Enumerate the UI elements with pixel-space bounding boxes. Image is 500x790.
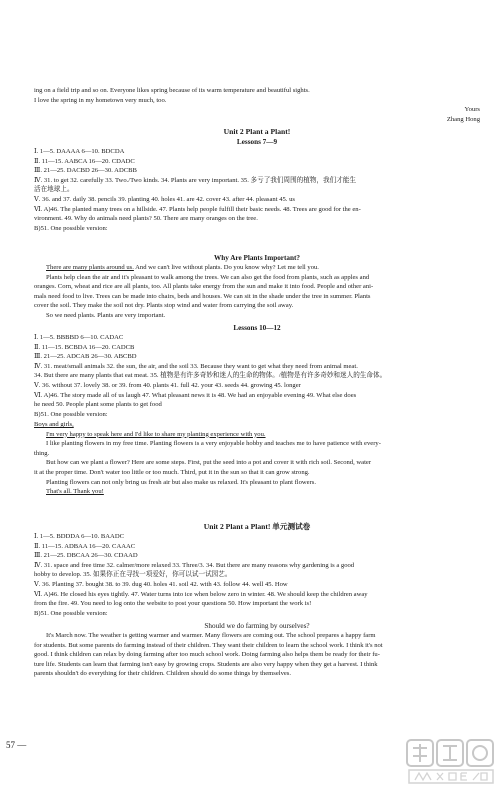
answer-line: from the fire. 49. You need to log onto the website to post your questions 50. How important the work is! <box>34 600 312 608</box>
text-line: Planting flowers can not only bring us fresh air but also make us relaxed. It's pleasant to plant flowers. <box>46 478 317 486</box>
answer-line: Ⅴ. 36. Planting 37. bought 38. to 39. dug 40. holes 41. soil 42. with 43. follow 44. well 45. How <box>34 580 288 588</box>
answers-lessons-7-9 <box>34 127 480 233</box>
answer-line: B)51. One possible version: <box>34 609 108 617</box>
text-line: thing. <box>34 449 50 457</box>
essay-title: Why Are Plants Important? <box>214 254 300 262</box>
closing-sentence: That's all. Thank you! <box>46 488 104 496</box>
answer-line: Ⅰ. 1—5. DAAAA 6—10. BDCDA <box>34 148 125 155</box>
signature-closing: Yours <box>464 106 480 114</box>
text-line: I love the spring in my hometown very much, too. <box>34 96 167 104</box>
answer-line: Ⅲ. 21—25. ADCAB 26—30. ABCBD <box>34 353 137 361</box>
text-line: for students. But some parents do farming instead of their children. They want their children to learn the school work. I think it's not <box>34 641 383 649</box>
text-line: good. I think children can relax by doing farming after too much school work. Doing farming also helps them be ready for their fu- <box>34 651 380 659</box>
answer-line: B)51. One possible version: <box>34 224 108 232</box>
answer-line: Ⅱ. 11—15. ADBAA 16—20. CAAAC <box>34 542 136 550</box>
watermark-logo <box>405 738 497 786</box>
text-line: I like planting flowers in my free time. Planting flowers is a very enjoyable hobby and teaches me to have patience with every- <box>46 440 381 448</box>
answer-line: Ⅴ. 36. without 37. lovely 38. or 39. from 40. plants 41. full 42. your 43. seeds 44. growing 45. longer <box>34 381 301 389</box>
answer-line: hobby to develop. 35. 如果你正在寻找一项爱好，你可以试一试园艺。 <box>34 571 232 579</box>
answer-line: Ⅳ. 31. space and free time 32. calmer/more relaxed 33. Three/3. 34. But there are many reasons why gardening is a good <box>34 561 355 569</box>
answer-line: Ⅱ. 11—15. BCBDA 16—20. CADCB <box>34 343 135 351</box>
answer-line: 34. But there are many plants that eat meat. 35. 植物是有许多奇妙和迷人的生命的物体。/植物是有许多奇妙和迷人的生命体。 <box>34 372 387 380</box>
essay-why-plants <box>34 253 480 321</box>
answers-unit-test <box>34 522 480 618</box>
signature-name: Zhang Hong <box>446 115 480 123</box>
unit-heading: Unit 2 Plant a Plant! <box>223 127 291 136</box>
text-line <box>34 420 480 430</box>
unit-heading: Unit 2 Plant a Plant! 单元测试卷 <box>203 522 311 531</box>
text-line <box>34 263 480 273</box>
text-span: And we can't live without plants. Do you know why? Let me tell you. <box>133 264 319 271</box>
answer-line: Ⅳ. 31. meat/small animals 32. the sun, the air, and the soil 33. Because they want to get what they need from animal meat. <box>34 362 358 370</box>
essay-title: Should we do farming by ourselves? <box>204 622 310 630</box>
text-line: ture life. Students can learn that farming isn't easy by growing crops. Students are also very happy when they get a harvest. I think <box>34 660 378 668</box>
answer-line: Ⅱ. 11—15. AABCA 16—20. CDADC <box>34 157 135 165</box>
answer-line: Ⅵ. A)46. He closed his eyes tightly. 47. Water turns into ice when below zero in winter. 48. We should keep the children away <box>34 590 368 598</box>
text-line: It's March now. The weather is getting warmer and warmer. Many flowers are coming out. The school prepares a happy farm <box>46 632 376 639</box>
answer-line: Ⅲ. 21—25. DBCAA 26—30. CDAAD <box>34 552 138 560</box>
underlined-sentence: There are many plants around us. <box>46 264 134 271</box>
text-line: parents shouldn't do everything for their children. Children should do some things by themselves. <box>34 670 292 678</box>
text-line: mals need food to live. Trees can be made into chairs, beds and houses. We can sit in the shade under the tree in summer. Plants <box>34 292 371 300</box>
answer-line: Ⅴ. 36. and 37. daily 38. pencils 39. planting 40. holes 41. are 42. cover 43. after 44. pleasant 45. us <box>34 195 295 203</box>
text-line: it at the proper time. Don't water too little or too much. Third, put it in the sun so that it can grow strong. <box>34 468 310 476</box>
answer-line: 活在地球上。 <box>34 186 74 194</box>
text-line: cover the soil. They make the soil not dry. Plants stop wind and water from carrying the soil away. <box>34 302 294 310</box>
answer-line: B)51. One possible version: <box>34 410 108 418</box>
text-line: But how can we plant a flower? Here are some steps. First, put the seed into a pot and cover it with rich soil. Second, water <box>46 459 372 467</box>
essay-planting-speech <box>34 420 480 497</box>
page-number: 57 — <box>6 740 27 750</box>
answer-line: Ⅲ. 21—25. DACBD 26—30. ADCBB <box>34 167 137 175</box>
text-line: ing on a field trip and so on. Everyone likes spring because of its warm temperature and beautiful sights. <box>34 87 310 94</box>
answer-line: Ⅵ. A)46. The story made all of us laugh 47. What pleasant news it is 48. We had an enjoyable evening 49. What else does <box>34 391 357 399</box>
answers-lessons-10-12 <box>34 323 480 419</box>
answer-line: Ⅰ. 1—5. BBBBD 6—10. CADAC <box>34 334 124 341</box>
text-line: So we need plants. Plants are very important. <box>46 311 166 319</box>
answer-line: Ⅰ. 1—5. BDDDA 6—10. BAADC <box>34 533 124 540</box>
answer-line: he need 50. People plant some plants to get food <box>34 401 162 409</box>
answer-line: Ⅳ. 31. to get 32. carefully 33. Two./Two kinds. 34. Plants are very important. 35. 多亏了我们周围的植物，我们才能生 <box>34 176 357 184</box>
text-line <box>34 430 480 440</box>
lessons-heading: Lessons 7—9 <box>236 138 278 146</box>
text-line: Plants help clean the air and it's pleasant to walk among the trees. We can also get the food from plants, such as apples and <box>46 273 370 281</box>
opening-sentence: I'm very happy to speak here and I'd like to share my planting experience with you. <box>46 430 266 438</box>
answer-line: vironment. 49. Why do animals need plants? 50. There are many oranges on the tree. <box>34 215 258 223</box>
letter-ending <box>34 86 480 124</box>
text-line: oranges. Corn, wheat and rice are all plants, too. All plants take energy from the sun and make it into food. People and other ani- <box>34 283 374 291</box>
text-line <box>34 487 480 497</box>
answer-line: Ⅵ. A)46. The planted many trees on a hillside. 47. Plants help people fulfill their basic needs. 48. Trees are good for the en- <box>34 205 361 213</box>
essay-farming <box>34 621 480 679</box>
greeting: Boys and girls, <box>34 421 74 428</box>
lessons-heading: Lessons 10—12 <box>233 324 281 332</box>
